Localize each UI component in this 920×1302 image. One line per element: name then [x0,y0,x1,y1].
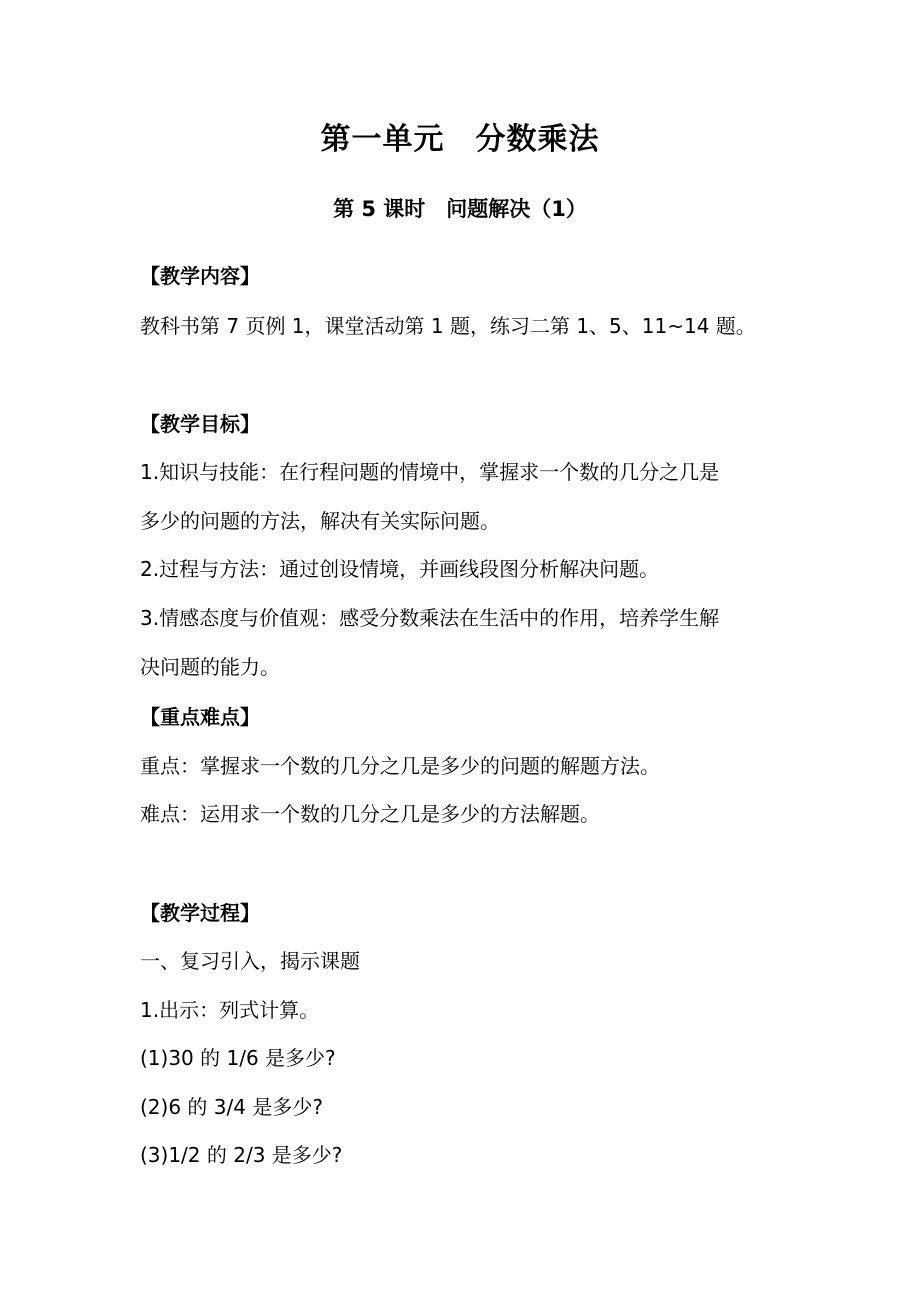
section-heading-objectives: 【教学目标】 [140,412,260,436]
objective-line: 1.知识与技能：在行程问题的情境中，掌握求一个数的几分之几是 [140,460,720,484]
section-heading-process: 【教学过程】 [140,901,260,925]
objective-line: 3.情感态度与价值观：感受分数乘法在生活中的作用，培养学生解 [140,606,720,630]
process-line: (1)30 的 1/6 是多少? [140,1046,336,1070]
process-line: (3)1/2 的 2/3 是多少? [140,1143,343,1167]
objective-line: 2.过程与方法：通过创设情境，并画线段图分析解决问题。 [140,557,660,581]
content-line: 教科书第 7 页例 1，课堂活动第 1 题，练习二第 1、5、11~14 题。 [140,314,756,338]
key-point-line: 难点：运用求一个数的几分之几是多少的方法解题。 [140,802,600,826]
process-line: 1.出示：列式计算。 [140,998,320,1022]
lesson-subtitle: 第 5 课时 问题解决（1） [333,197,587,221]
section-heading-key-points: 【重点难点】 [140,705,260,729]
objective-line: 多少的问题的方法，解决有关实际问题。 [140,509,500,533]
process-line: (2)6 的 3/4 是多少? [140,1095,323,1119]
process-line: 一、复习引入，揭示课题 [140,949,360,973]
key-point-line: 重点：掌握求一个数的几分之几是多少的问题的解题方法。 [140,754,660,778]
objective-line: 决问题的能力。 [140,655,280,679]
document-title: 第一单元 分数乘法 [320,122,600,157]
section-heading-content: 【教学内容】 [140,264,260,288]
